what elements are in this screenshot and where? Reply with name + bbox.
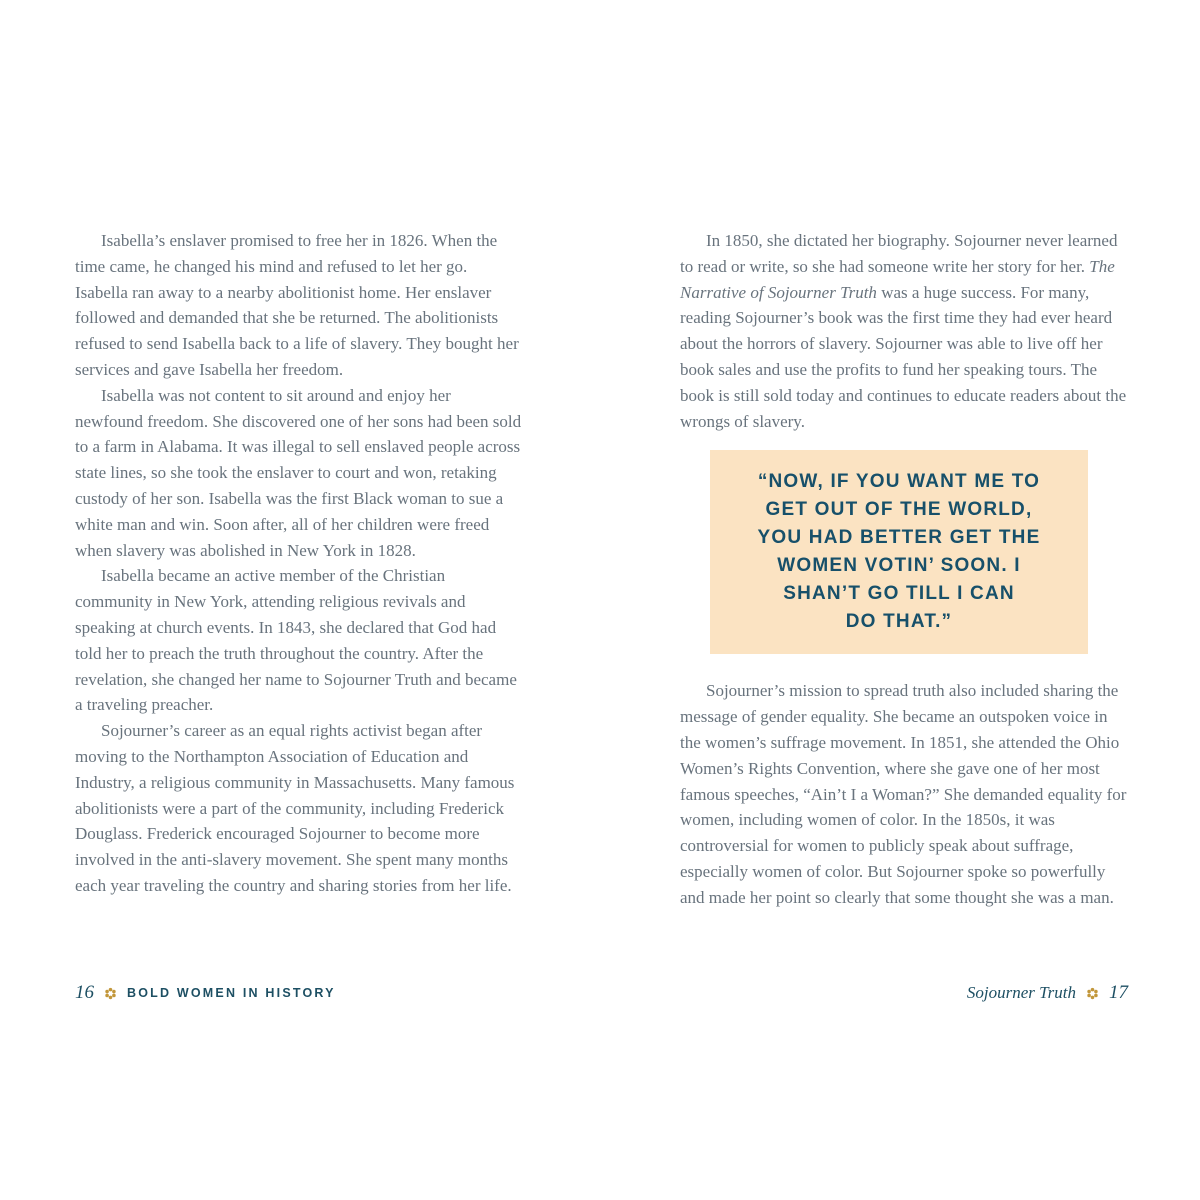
quote-line: SHAN’T GO TILL I CAN [783, 583, 1015, 605]
quote-line: WOMEN VOTIN’ SOON. I [777, 555, 1021, 577]
paragraph: Isabella was not content to sit around and enjoy her newfound freedom. She discovered one of her sons had been sold to a farm in Alabama. It was illegal to sell enslaved people across state lines, so she took the enslaver to court and won, retaking custody of her son. Isabella was the first Black woman to sue a white man and win. Soon after, all of her children were freed when slavery was abolished in New York in 1828. [75, 385, 522, 560]
paragraph: Sojourner’s career as an equal rights activist began after moving to the Northampton Association of Education and Industry, a religious community in Massachusetts. Many famous abolitionists were a part of the community, including Frederick Douglass. Frederick encouraged Sojourner to become more involved in the anti-slavery movement. She spent many months each year traveling the country and sharing stories from her life. [75, 721, 515, 895]
quote-line: “NOW, IF YOU WANT ME TO [757, 471, 1041, 493]
paragraph [680, 228, 1128, 434]
footer-left [75, 982, 336, 1004]
pull-quote [710, 450, 1088, 654]
footer-right [967, 982, 1128, 1004]
paragraph-text: In 1850, she dictated her biography. Sojourner never learned to read or write, so she had someone write her story for her. [680, 231, 1118, 276]
paragraph: Isabella became an active member of the Christian community in New York, attending religious revivals and speaking at church events. In 1843, she declared that God had told her to preach the truth throughout the country. After the revelation, she changed her name to Sojourner Truth and became a traveling preacher. [75, 566, 517, 715]
paragraph-text: was a huge success. For many, reading Sojourner’s book was the first time they had ever heard about the horrors of slavery. Sojourner was able to live off her book sales and use the profits to fund her speaking tours. The book is still sold today and continues to educate readers about the wrongs of slavery. [680, 282, 1127, 431]
left-page-column [75, 228, 523, 899]
book-title-label: BOLD WOMEN IN HISTORY [127, 986, 336, 1000]
page-number: 16 [75, 982, 94, 1003]
flower-icon [104, 987, 117, 1000]
flower-icon [1086, 987, 1099, 1000]
right-page-column [680, 228, 1128, 911]
quote-line: DO THAT.” [845, 611, 953, 633]
chapter-label: Sojourner Truth [966, 983, 1076, 1002]
quote-line: YOU HAD BETTER GET THE [757, 527, 1041, 549]
paragraph: Sojourner’s mission to spread truth also included sharing the message of gender equality. She became an outspoken voice in the women’s suffrage movement. In 1851, she attended the Ohio Women’s Rights Convention, where she gave one of her most famous speeches, “Ain’t I a Woman?” She demanded equality for women, including women of color. In the 1850s, it was controversial for women to publicly speak about suffrage, especially women of color. But Sojourner spoke so powerfully and made her point so clearly that some thought she was a man. [680, 681, 1127, 907]
page-number: 17 [1109, 982, 1128, 1003]
quote-line: GET OUT OF THE WORLD, [765, 499, 1033, 521]
paragraph: Isabella’s enslaver promised to free her in 1826. When the time came, he changed his mind and refused to let her go. Isabella ran away to a nearby abolitionist home. Her enslaver followed and demanded that she be returned. The abolitionists refused to send Isabella back to a life of slavery. They bought her services and gave Isabella her freedom. [75, 231, 519, 379]
book-title-reference: The Narrative of Sojourner Truth [680, 256, 1115, 302]
